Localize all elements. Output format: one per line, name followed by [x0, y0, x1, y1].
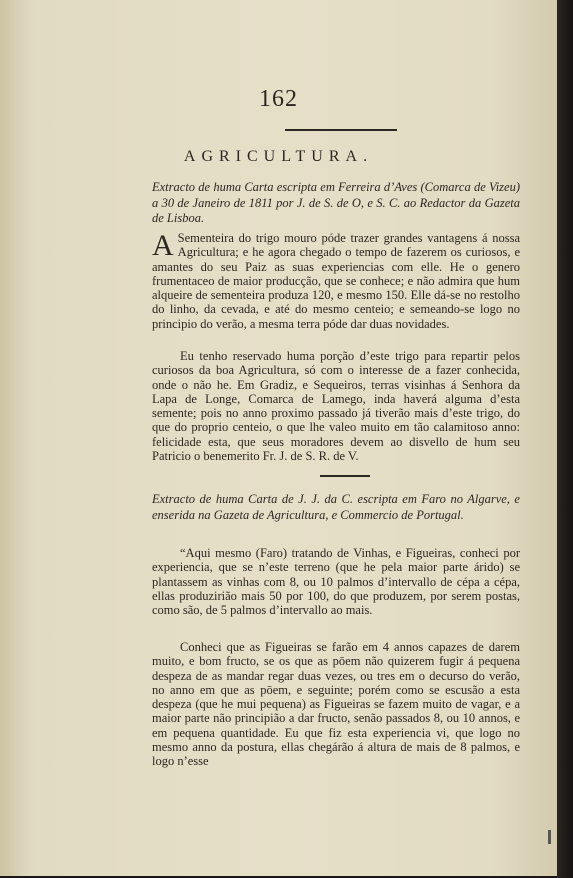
- background-edge: [557, 0, 573, 878]
- drop-cap: A: [152, 229, 174, 262]
- extract2-paragraph-2: Conheci que as Figueiras se farão em 4 annos capazes de darem muito, e bom fructo, se os que as pōem não quizerem fugir á pequena despeza de as mandar regar duas vezes, ou tres em o decurso do verão, no anno em que as pōem, e seguinte; porém como se escusão a esta despeza (que he mui pequena) as Figueiras se fazem muito de vagar, e a maior parte não principião a dar fructo, senão passados 8, ou 10 annos, e em pequena quantidade. Eu que fiz esta experiencia vi, que logo no mesmo anno da postura, ellas chegárão á altura de mais de 8 palmos, e logo n’esse: [152, 640, 520, 769]
- header-rule: [285, 129, 397, 131]
- extract-heading-2: Extracto de huma Carta de J. J. da C. escripta em Faro no Algarve, e enserida na Gazeta de Agricultura, e Commercio de Portugal.: [152, 492, 520, 522]
- page-edge-mark: [548, 830, 551, 844]
- extract1-paragraph-2: Eu tenho reservado huma porção d’este trigo para repartir pelos curiosos da boa Agricultura, só com o interesse de a fazer conhecida, onde o não he. Em Gradiz, e Sequeiros, terras visinhas á Senhora da Lapa de Longe, Comarca de Lamego, inda haverá alguma d’esta semente; pois no anno proximo passado já tiverão mais d’este trigo, do que do proprio centeio, o que lhe valeo muito em tão calamitoso anno: felicidade esta, que seus moradores devem ao disvello de hum seu Patricio o benemerito Fr. J. de S. R. de V.: [152, 349, 520, 464]
- extract-heading-1: Extracto de huma Carta escripta em Ferreira d’Aves (Comarca de Vizeu) a 30 de Janeiro de 1811 por J. de S. de O, e S. C. ao Redactor da Gazeta de Lisboa.: [152, 180, 520, 225]
- extract2-paragraph-1: “Aqui mesmo (Faro) tratando de Vinhas, e Figueiras, conheci por experiencia, que se n’este terreno (que he pela maior parte árido) se plantassem as vinhas com 8, ou 10 palmos d’intervallo de cépa a cépa, ellas produzirião mais 50 por 100, do que produzem, por serem postas, como são, de 5 palmos d’intervallo ao mais.: [152, 546, 520, 618]
- extract1-paragraph-1-text: Sementeira do trigo mouro póde trazer grandes vantagens á nossa Agricultura; e he agora chegado o tempo de fazerem os curiosos, e amantes do seu Paiz as suas experiencias com elle. He o genero frumentaceo de maior producção, que se conhece; e não admira que hum alqueire de sementeira produza 120, e mesmo 150. Elle dá-se no restolho do linho, da cevada, e até do mesmo centeio; e semeando-se logo no principio do verão, a mesma terra póde dar duas novidades.: [152, 231, 520, 331]
- extract1-paragraph-1: [152, 231, 520, 331]
- page-number: 162: [259, 86, 298, 112]
- section-title: AGRICULTURA.: [183, 148, 374, 165]
- section-divider: [320, 475, 370, 477]
